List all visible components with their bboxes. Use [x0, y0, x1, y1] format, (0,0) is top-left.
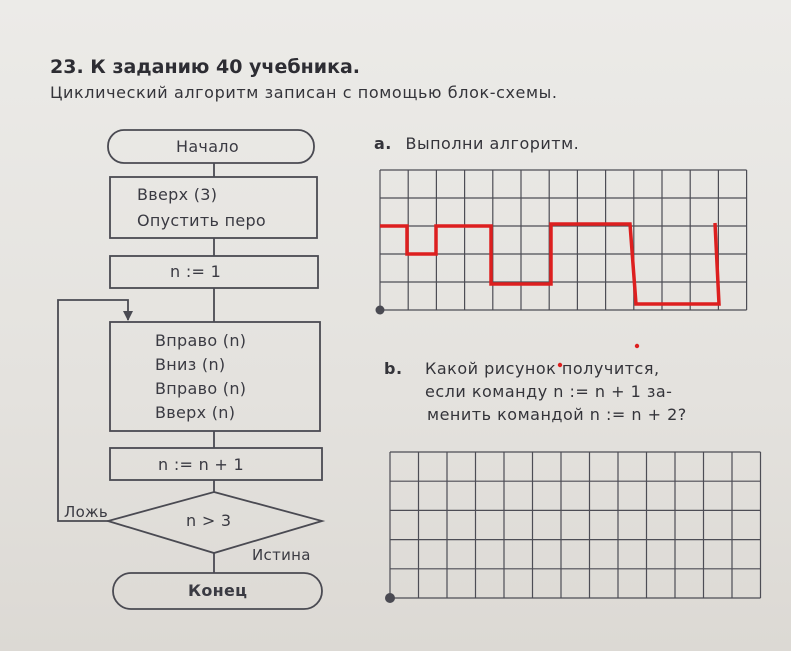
red-dot [635, 344, 639, 348]
body-line2: Вниз (n) [155, 355, 226, 374]
init-label: n := 1 [170, 262, 222, 281]
condition-label: n > 3 [186, 511, 232, 530]
grid-b-start-dot [385, 593, 395, 603]
part-a-heading [374, 134, 579, 153]
end-label: Конец [188, 581, 248, 600]
part-b-line2: если команду n := n + 1 за- [425, 382, 673, 401]
body-line1: Вправо (n) [155, 331, 247, 350]
grid-a-start-dot [376, 306, 385, 315]
task-subtitle: Циклический алгоритм записан с помощью блок-схемы. [50, 83, 558, 102]
part-b-letter: b. [384, 359, 403, 378]
false-label: Ложь [64, 503, 109, 521]
true-label: Истина [252, 546, 311, 564]
body-line4: Вверх (n) [155, 403, 236, 422]
grid-b [390, 452, 761, 598]
block1-line1: Вверх (3) [137, 185, 218, 204]
part-a-text: Выполни алгоритм. [405, 134, 580, 153]
part-b-line1: Какой рисунок получится, [425, 359, 660, 378]
loop-back-line [58, 300, 128, 521]
task-number: 23. [50, 56, 84, 78]
part-a-letter: a. [374, 134, 392, 153]
part-b-line3: менить командой n := n + 2? [427, 405, 687, 424]
task-title: К заданию 40 учебника. [90, 56, 361, 78]
increment-label: n := n + 1 [158, 455, 245, 474]
block1-line2: Опустить перо [137, 211, 267, 230]
start-label: Начало [176, 137, 239, 156]
body-line3: Вправо (n) [155, 379, 247, 398]
loop-arrowhead [123, 311, 133, 321]
